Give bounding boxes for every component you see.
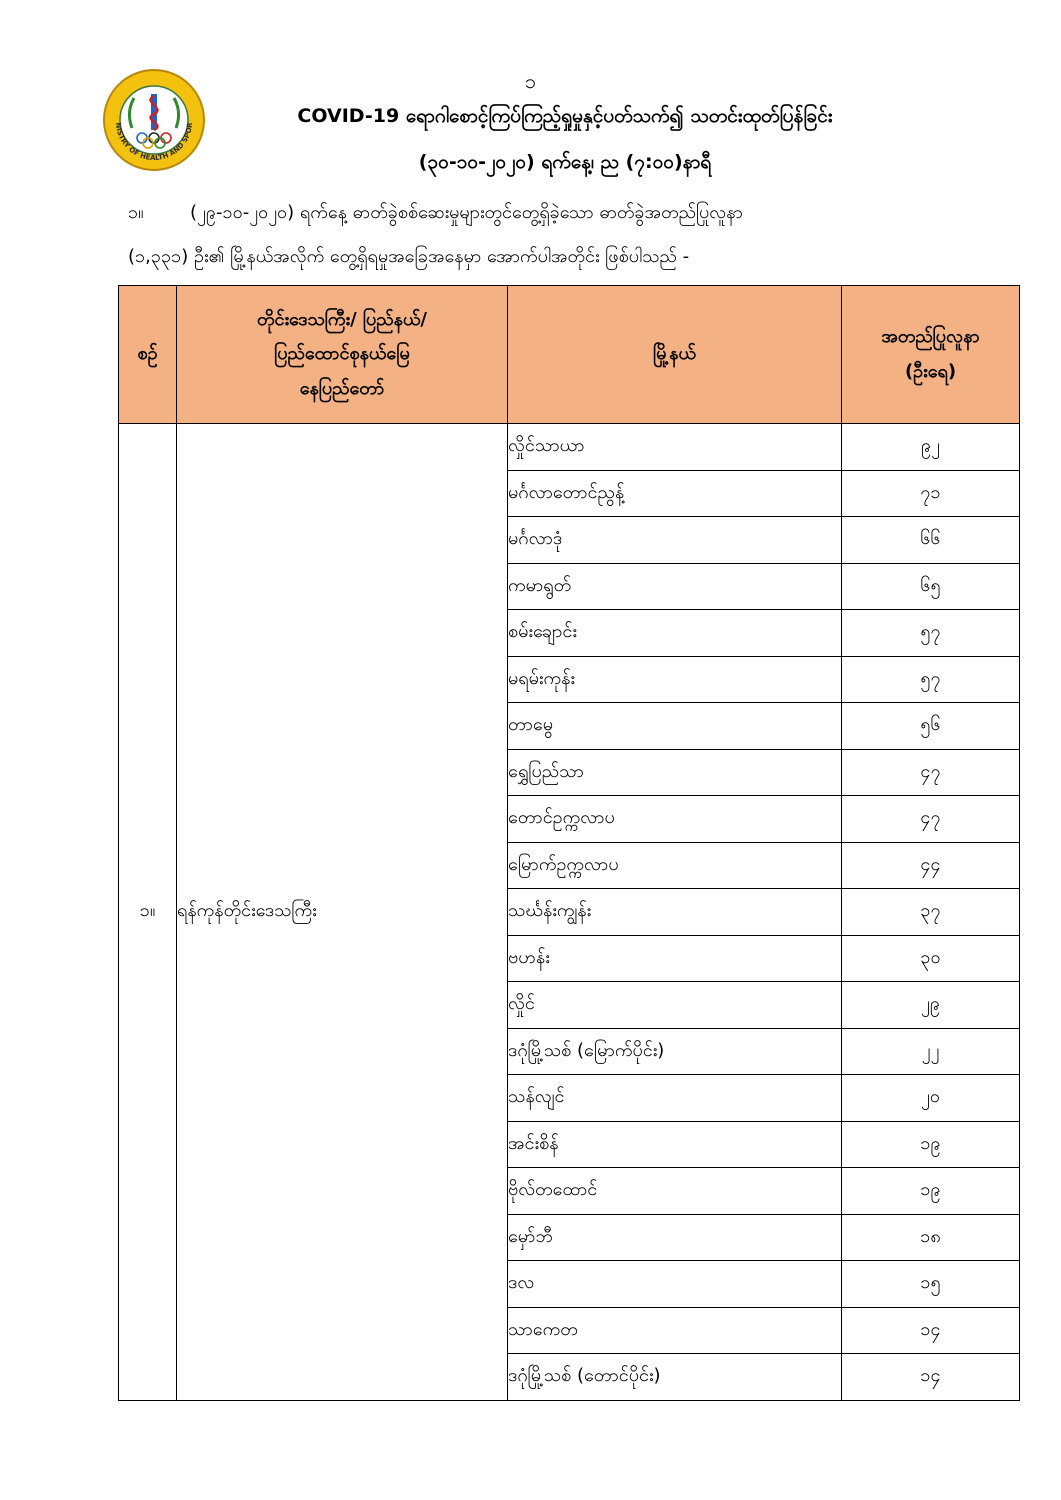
document-date-time: (၃၀-၁၀-၂၀၂၀) ရက်နေ့၊ ည (၇:၀၀)နာရီ	[418, 151, 712, 173]
count-cell: ၄၇	[842, 796, 1020, 843]
count-cell: ၄၇	[842, 749, 1020, 796]
count-cell: ၁၈	[842, 1214, 1020, 1261]
group-region: ရန်ကုန်တိုင်းဒေသကြီး	[177, 424, 508, 1401]
page-number: ၁	[524, 69, 537, 93]
header-township: မြို့နယ်	[508, 286, 842, 424]
township-cell: မြောက်ဥက္ကလာပ	[508, 842, 842, 889]
township-cell: ဒဂုံမြို့သစ် (တောင်ပိုင်း)	[508, 1354, 842, 1401]
document-title: COVID-19 ရောဂါစောင့်ကြပ်ကြည့်ရှုမှုနှင့်ပတ်သက်၍ သတင်းထုတ်ပြန်ခြင်း	[297, 105, 833, 127]
township-cell: ရွှေပြည်သာ	[508, 749, 842, 796]
count-cell: ၂၉	[842, 982, 1020, 1029]
header-region-line: ပြည်ထောင်စုနယ်မြေ	[274, 343, 410, 365]
paragraph-number: ၁။	[128, 202, 144, 223]
township-cell: ဒဂုံမြို့သစ် (မြောက်ပိုင်း)	[508, 1028, 842, 1075]
township-cell: သန်လျင်	[508, 1075, 842, 1122]
township-cell: ကမာရွတ်	[508, 563, 842, 610]
count-cell: ၁၉	[842, 1121, 1020, 1168]
township-cell: တောင်ဥက္ကလာပ	[508, 796, 842, 843]
table-header-row	[119, 286, 1020, 424]
header-count-line: (ဦးရေ)	[904, 360, 957, 382]
header-count-line: အတည်ပြုလူနာ	[881, 326, 980, 348]
count-cell: ၁၅	[842, 1261, 1020, 1308]
header-region-line: တိုင်းဒေသကြီး/ ပြည်နယ်/	[256, 309, 428, 331]
count-cell: ၆၆	[842, 517, 1020, 564]
paragraph-text-1: (၂၉-၁၀-၂၀၂၀) ရက်နေ့ ဓာတ်ခွဲစစ်ဆေးမှုများတွင်တွေ့ရှိခဲ့သော ဓာတ်ခွဲအတည်ပြုလူနာ	[190, 202, 743, 223]
township-cell: စမ်းချောင်း	[508, 610, 842, 657]
township-cell: သင်္ဃန်းကျွန်း	[508, 889, 842, 936]
township-cell: ဒလ	[508, 1261, 842, 1308]
count-cell: ၅၇	[842, 610, 1020, 657]
count-cell: ၂၂	[842, 1028, 1020, 1075]
header-region-line: နေပြည်တော်	[299, 377, 385, 399]
count-cell: ၂၀	[842, 1075, 1020, 1122]
count-cell: ၁၄	[842, 1307, 1020, 1354]
logo-text: NISTRY OF HEALTH AND SPOR	[113, 122, 195, 163]
paragraph-line-1	[128, 200, 1008, 227]
township-cell: မင်္ဂလာဒုံ	[508, 517, 842, 564]
count-cell: ၉၂	[842, 424, 1020, 471]
township-cell: သာကေတ	[508, 1307, 842, 1354]
paragraph-line-2: (၁,၃၃၁) ဦး၏ မြို့နယ်အလိုက် တွေ့ရှိရမှုအခြေအနေမှာ အောက်ပါအတိုင်း ဖြစ်ပါသည် -	[128, 246, 690, 267]
township-cell: ဗိုလ်တထောင်	[508, 1168, 842, 1215]
count-cell: ၅၆	[842, 703, 1020, 750]
count-cell: ၁၉	[842, 1168, 1020, 1215]
count-cell: ၁၄	[842, 1354, 1020, 1401]
township-cell: လှိုင်သာယာ	[508, 424, 842, 471]
count-cell: ၅၇	[842, 656, 1020, 703]
township-cell: အင်းစိန်	[508, 1121, 842, 1168]
header-region	[177, 286, 508, 424]
count-cell: ၃၇	[842, 889, 1020, 936]
township-cell: ဗဟန်း	[508, 935, 842, 982]
township-cell: လှိုင်	[508, 982, 842, 1029]
township-cell: မှော်ဘီ	[508, 1214, 842, 1261]
township-cell: တာမွေ	[508, 703, 842, 750]
count-cell: ၆၅	[842, 563, 1020, 610]
cases-table	[118, 285, 1020, 1401]
group-sno: ၁။	[119, 424, 177, 1401]
count-cell: ၄၄	[842, 842, 1020, 889]
table-row	[119, 424, 1020, 471]
township-cell: မင်္ဂလာတောင်ညွန့်	[508, 470, 842, 517]
header-sno: စဉ်	[119, 286, 177, 424]
count-cell: ၃၀	[842, 935, 1020, 982]
header-count	[842, 286, 1020, 424]
ministry-seal-logo-icon	[102, 68, 206, 172]
count-cell: ၇၁	[842, 470, 1020, 517]
township-cell: မရမ်းကုန်း	[508, 656, 842, 703]
